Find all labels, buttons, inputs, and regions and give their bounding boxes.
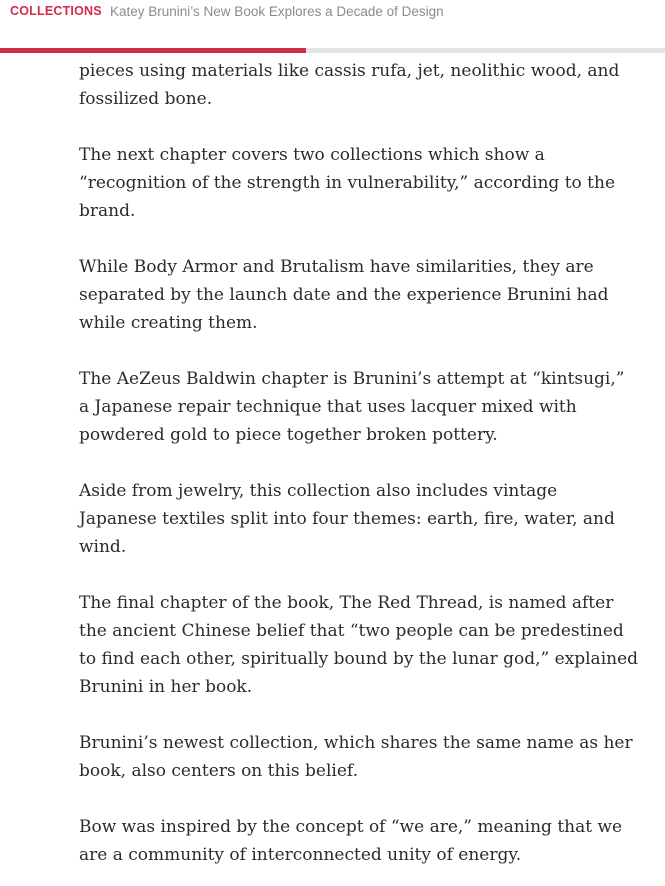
reading-progress-bar [0, 48, 665, 53]
article-paragraph: The AeZeus Baldwin chapter is Brunini’s attempt at “kintsugi,” a Japanese repair technique that uses lacquer mixed with powdered gold to piece together broken pottery. [79, 369, 625, 445]
section-label-link[interactable]: COLLECTIONS [10, 4, 102, 18]
article-headline: Katey Brunini’s New Book Explores a Decade of Design [110, 4, 444, 19]
sticky-article-header [0, 0, 665, 48]
article-paragraph: Aside from jewelry, this collection also includes vintage Japanese textiles split into four themes: earth, fire, water, and wind. [79, 481, 615, 557]
article-paragraph: The next chapter covers two collections which show a “recognition of the strength in vulnerability,” according to the brand. [79, 145, 616, 221]
article-paragraph: pieces using materials like cassis rufa, jet, neolithic wood, and fossilized bone. [79, 61, 620, 109]
article-paragraph: Brunini’s newest collection, which shares the same name as her book, also centers on this belief. [79, 733, 633, 781]
article-paragraph: The final chapter of the book, The Red Thread, is named after the ancient Chinese belief that “two people can be predestined to find each other, spiritually bound by the lunar god,” explained Brunini in her book. [79, 593, 639, 697]
reading-progress-fill [0, 48, 306, 53]
article-paragraph: Bow was inspired by the concept of “we are,” meaning that we are a community of interconnected unity of energy. [79, 817, 623, 865]
article-paragraph: While Body Armor and Brutalism have similarities, they are separated by the launch date and the experience Brunini had while creating them. [79, 257, 609, 333]
article-body [79, 57, 639, 886]
